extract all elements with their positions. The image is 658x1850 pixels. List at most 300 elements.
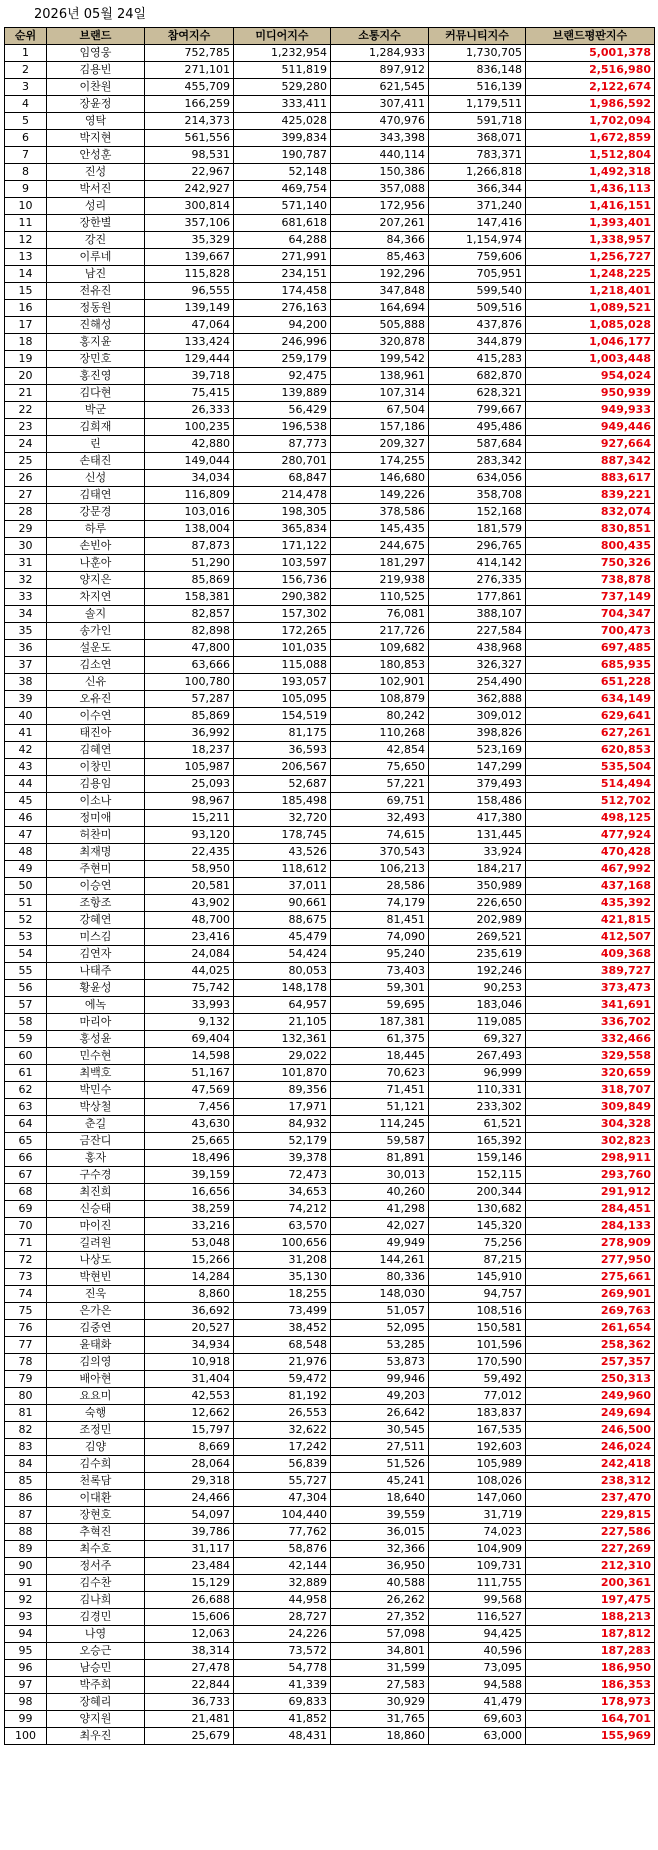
brand-cell: 김혜연 bbox=[47, 742, 145, 759]
table-row bbox=[5, 1660, 655, 1677]
community-cell: 94,757 bbox=[429, 1286, 526, 1303]
community-cell: 362,888 bbox=[429, 691, 526, 708]
brand-cell: 남진 bbox=[47, 266, 145, 283]
rank-cell: 33 bbox=[5, 589, 47, 606]
media-cell: 425,028 bbox=[234, 113, 331, 130]
reputation-total-cell: 1,248,225 bbox=[526, 266, 655, 283]
communication-cell: 59,587 bbox=[331, 1133, 429, 1150]
media-cell: 132,361 bbox=[234, 1031, 331, 1048]
table-row bbox=[5, 181, 655, 198]
table-row bbox=[5, 1473, 655, 1490]
table-row bbox=[5, 1626, 655, 1643]
table-row bbox=[5, 334, 655, 351]
media-cell: 41,339 bbox=[234, 1677, 331, 1694]
brand-cell: 마리아 bbox=[47, 1014, 145, 1031]
table-row bbox=[5, 623, 655, 640]
media-cell: 73,572 bbox=[234, 1643, 331, 1660]
media-cell: 52,687 bbox=[234, 776, 331, 793]
reputation-total-cell: 1,089,521 bbox=[526, 300, 655, 317]
community-cell: 170,590 bbox=[429, 1354, 526, 1371]
community-cell: 31,719 bbox=[429, 1507, 526, 1524]
rank-cell: 45 bbox=[5, 793, 47, 810]
media-cell: 105,095 bbox=[234, 691, 331, 708]
reputation-total-cell: 155,969 bbox=[526, 1728, 655, 1745]
media-cell: 64,957 bbox=[234, 997, 331, 1014]
community-cell: 379,493 bbox=[429, 776, 526, 793]
brand-cell: 정미애 bbox=[47, 810, 145, 827]
brand-cell: 강혜연 bbox=[47, 912, 145, 929]
brand-cell: 홍자 bbox=[47, 1150, 145, 1167]
rank-cell: 4 bbox=[5, 96, 47, 113]
brand-cell: 장윤정 bbox=[47, 96, 145, 113]
brand-reputation-table bbox=[4, 27, 655, 1745]
reputation-total-cell: 954,024 bbox=[526, 368, 655, 385]
community-cell: 587,684 bbox=[429, 436, 526, 453]
participation-cell: 33,993 bbox=[145, 997, 234, 1014]
rank-cell: 19 bbox=[5, 351, 47, 368]
rank-cell: 72 bbox=[5, 1252, 47, 1269]
table-row bbox=[5, 1150, 655, 1167]
communication-cell: 157,186 bbox=[331, 419, 429, 436]
participation-cell: 105,987 bbox=[145, 759, 234, 776]
participation-cell: 138,004 bbox=[145, 521, 234, 538]
media-cell: 681,618 bbox=[234, 215, 331, 232]
brand-cell: 조항조 bbox=[47, 895, 145, 912]
community-cell: 344,879 bbox=[429, 334, 526, 351]
rank-cell: 62 bbox=[5, 1082, 47, 1099]
reputation-total-cell: 1,256,727 bbox=[526, 249, 655, 266]
reputation-total-cell: 250,313 bbox=[526, 1371, 655, 1388]
reputation-total-cell: 246,024 bbox=[526, 1439, 655, 1456]
participation-cell: 22,435 bbox=[145, 844, 234, 861]
brand-cell: 김용빈 bbox=[47, 62, 145, 79]
participation-cell: 16,656 bbox=[145, 1184, 234, 1201]
rank-cell: 93 bbox=[5, 1609, 47, 1626]
community-cell: 202,989 bbox=[429, 912, 526, 929]
rank-cell: 42 bbox=[5, 742, 47, 759]
brand-cell: 신성 bbox=[47, 470, 145, 487]
rank-cell: 37 bbox=[5, 657, 47, 674]
communication-cell: 440,114 bbox=[331, 147, 429, 164]
media-cell: 171,122 bbox=[234, 538, 331, 555]
rank-cell: 61 bbox=[5, 1065, 47, 1082]
rank-cell: 18 bbox=[5, 334, 47, 351]
media-cell: 88,675 bbox=[234, 912, 331, 929]
media-cell: 156,736 bbox=[234, 572, 331, 589]
reputation-total-cell: 421,815 bbox=[526, 912, 655, 929]
brand-cell: 이대환 bbox=[47, 1490, 145, 1507]
table-row bbox=[5, 963, 655, 980]
rank-cell: 5 bbox=[5, 113, 47, 130]
communication-cell: 343,398 bbox=[331, 130, 429, 147]
media-cell: 52,179 bbox=[234, 1133, 331, 1150]
brand-cell: 금잔디 bbox=[47, 1133, 145, 1150]
reputation-total-cell: 309,849 bbox=[526, 1099, 655, 1116]
media-cell: 55,727 bbox=[234, 1473, 331, 1490]
rank-cell: 20 bbox=[5, 368, 47, 385]
reputation-total-cell: 261,654 bbox=[526, 1320, 655, 1337]
participation-cell: 47,800 bbox=[145, 640, 234, 657]
community-cell: 145,320 bbox=[429, 1218, 526, 1235]
reputation-total-cell: 269,763 bbox=[526, 1303, 655, 1320]
reputation-total-cell: 197,475 bbox=[526, 1592, 655, 1609]
rank-cell: 99 bbox=[5, 1711, 47, 1728]
communication-cell: 70,623 bbox=[331, 1065, 429, 1082]
communication-cell: 49,949 bbox=[331, 1235, 429, 1252]
reputation-total-cell: 178,973 bbox=[526, 1694, 655, 1711]
media-cell: 271,991 bbox=[234, 249, 331, 266]
media-cell: 56,839 bbox=[234, 1456, 331, 1473]
reputation-total-cell: 685,935 bbox=[526, 657, 655, 674]
table-row bbox=[5, 1133, 655, 1150]
brand-cell: 손태진 bbox=[47, 453, 145, 470]
reputation-total-cell: 470,428 bbox=[526, 844, 655, 861]
communication-cell: 31,765 bbox=[331, 1711, 429, 1728]
rank-cell: 92 bbox=[5, 1592, 47, 1609]
table-row bbox=[5, 946, 655, 963]
participation-cell: 44,025 bbox=[145, 963, 234, 980]
media-cell: 32,889 bbox=[234, 1575, 331, 1592]
rank-cell: 87 bbox=[5, 1507, 47, 1524]
reputation-total-cell: 839,221 bbox=[526, 487, 655, 504]
rank-cell: 90 bbox=[5, 1558, 47, 1575]
participation-cell: 31,117 bbox=[145, 1541, 234, 1558]
participation-cell: 12,063 bbox=[145, 1626, 234, 1643]
brand-cell: 김중연 bbox=[47, 1320, 145, 1337]
rank-cell: 47 bbox=[5, 827, 47, 844]
participation-cell: 139,667 bbox=[145, 249, 234, 266]
communication-cell: 28,586 bbox=[331, 878, 429, 895]
communication-cell: 219,938 bbox=[331, 572, 429, 589]
brand-cell: 조정민 bbox=[47, 1422, 145, 1439]
participation-cell: 20,527 bbox=[145, 1320, 234, 1337]
rank-cell: 100 bbox=[5, 1728, 47, 1745]
reputation-total-cell: 950,939 bbox=[526, 385, 655, 402]
community-cell: 145,910 bbox=[429, 1269, 526, 1286]
communication-cell: 31,599 bbox=[331, 1660, 429, 1677]
communication-cell: 42,854 bbox=[331, 742, 429, 759]
reputation-total-cell: 477,924 bbox=[526, 827, 655, 844]
media-cell: 290,382 bbox=[234, 589, 331, 606]
communication-cell: 39,559 bbox=[331, 1507, 429, 1524]
communication-cell: 357,088 bbox=[331, 181, 429, 198]
brand-cell: 최백호 bbox=[47, 1065, 145, 1082]
participation-cell: 85,869 bbox=[145, 572, 234, 589]
rank-cell: 73 bbox=[5, 1269, 47, 1286]
table-row bbox=[5, 283, 655, 300]
community-cell: 254,490 bbox=[429, 674, 526, 691]
brand-cell: 박군 bbox=[47, 402, 145, 419]
table-row bbox=[5, 640, 655, 657]
brand-cell: 남승민 bbox=[47, 1660, 145, 1677]
rank-cell: 31 bbox=[5, 555, 47, 572]
communication-cell: 320,878 bbox=[331, 334, 429, 351]
brand-cell: 에녹 bbox=[47, 997, 145, 1014]
table-row bbox=[5, 810, 655, 827]
community-cell: 836,148 bbox=[429, 62, 526, 79]
report-date: 2026년 05월 24일 bbox=[34, 7, 147, 22]
table-row bbox=[5, 79, 655, 96]
brand-cell: 황윤성 bbox=[47, 980, 145, 997]
table-row bbox=[5, 1371, 655, 1388]
table-row bbox=[5, 1609, 655, 1626]
participation-cell: 15,211 bbox=[145, 810, 234, 827]
brand-cell: 천록담 bbox=[47, 1473, 145, 1490]
reputation-total-cell: 437,168 bbox=[526, 878, 655, 895]
community-cell: 147,299 bbox=[429, 759, 526, 776]
participation-cell: 54,097 bbox=[145, 1507, 234, 1524]
table-row bbox=[5, 504, 655, 521]
rank-cell: 57 bbox=[5, 997, 47, 1014]
rank-cell: 74 bbox=[5, 1286, 47, 1303]
media-cell: 21,976 bbox=[234, 1354, 331, 1371]
communication-cell: 74,090 bbox=[331, 929, 429, 946]
brand-cell: 홍지윤 bbox=[47, 334, 145, 351]
table-row bbox=[5, 1643, 655, 1660]
communication-cell: 207,261 bbox=[331, 215, 429, 232]
community-cell: 415,283 bbox=[429, 351, 526, 368]
rank-cell: 3 bbox=[5, 79, 47, 96]
brand-cell: 손빈아 bbox=[47, 538, 145, 555]
brand-cell: 김소연 bbox=[47, 657, 145, 674]
community-cell: 87,215 bbox=[429, 1252, 526, 1269]
rank-cell: 13 bbox=[5, 249, 47, 266]
brand-cell: 김양 bbox=[47, 1439, 145, 1456]
brand-cell: 길려원 bbox=[47, 1235, 145, 1252]
table-row bbox=[5, 266, 655, 283]
reputation-total-cell: 1,085,028 bbox=[526, 317, 655, 334]
media-cell: 35,130 bbox=[234, 1269, 331, 1286]
participation-cell: 29,318 bbox=[145, 1473, 234, 1490]
reputation-total-cell: 320,659 bbox=[526, 1065, 655, 1082]
communication-cell: 49,203 bbox=[331, 1388, 429, 1405]
table-row bbox=[5, 1320, 655, 1337]
participation-cell: 27,478 bbox=[145, 1660, 234, 1677]
media-cell: 81,175 bbox=[234, 725, 331, 742]
brand-cell: 진성 bbox=[47, 164, 145, 181]
brand-cell: 설운도 bbox=[47, 640, 145, 657]
reputation-total-cell: 227,586 bbox=[526, 1524, 655, 1541]
community-cell: 371,240 bbox=[429, 198, 526, 215]
community-cell: 523,169 bbox=[429, 742, 526, 759]
community-cell: 495,486 bbox=[429, 419, 526, 436]
participation-cell: 25,679 bbox=[145, 1728, 234, 1745]
table-row bbox=[5, 1677, 655, 1694]
community-cell: 94,588 bbox=[429, 1677, 526, 1694]
media-cell: 54,424 bbox=[234, 946, 331, 963]
reputation-total-cell: 1,492,318 bbox=[526, 164, 655, 181]
reputation-total-cell: 336,702 bbox=[526, 1014, 655, 1031]
communication-cell: 57,098 bbox=[331, 1626, 429, 1643]
communication-cell: 30,013 bbox=[331, 1167, 429, 1184]
communication-cell: 69,751 bbox=[331, 793, 429, 810]
media-cell: 28,727 bbox=[234, 1609, 331, 1626]
brand-cell: 박상철 bbox=[47, 1099, 145, 1116]
communication-cell: 85,463 bbox=[331, 249, 429, 266]
media-cell: 59,472 bbox=[234, 1371, 331, 1388]
communication-cell: 99,946 bbox=[331, 1371, 429, 1388]
communication-cell: 52,095 bbox=[331, 1320, 429, 1337]
community-cell: 628,321 bbox=[429, 385, 526, 402]
header-rank: 순위 bbox=[5, 28, 47, 45]
brand-cell: 김용임 bbox=[47, 776, 145, 793]
participation-cell: 38,314 bbox=[145, 1643, 234, 1660]
table-row bbox=[5, 1405, 655, 1422]
media-cell: 17,971 bbox=[234, 1099, 331, 1116]
header-media-index: 미디어지수 bbox=[234, 28, 331, 45]
table-header-row bbox=[5, 28, 655, 45]
reputation-total-cell: 373,473 bbox=[526, 980, 655, 997]
participation-cell: 24,084 bbox=[145, 946, 234, 963]
table-row bbox=[5, 521, 655, 538]
rank-cell: 84 bbox=[5, 1456, 47, 1473]
communication-cell: 27,511 bbox=[331, 1439, 429, 1456]
community-cell: 59,492 bbox=[429, 1371, 526, 1388]
media-cell: 43,526 bbox=[234, 844, 331, 861]
participation-cell: 22,844 bbox=[145, 1677, 234, 1694]
table-row bbox=[5, 555, 655, 572]
community-cell: 158,486 bbox=[429, 793, 526, 810]
rank-cell: 91 bbox=[5, 1575, 47, 1592]
rank-cell: 49 bbox=[5, 861, 47, 878]
community-cell: 200,344 bbox=[429, 1184, 526, 1201]
media-cell: 190,787 bbox=[234, 147, 331, 164]
rank-cell: 9 bbox=[5, 181, 47, 198]
rank-cell: 78 bbox=[5, 1354, 47, 1371]
table-row bbox=[5, 538, 655, 555]
brand-cell: 김나희 bbox=[47, 1592, 145, 1609]
media-cell: 73,499 bbox=[234, 1303, 331, 1320]
community-cell: 94,425 bbox=[429, 1626, 526, 1643]
brand-cell: 김의영 bbox=[47, 1354, 145, 1371]
brand-cell: 전유진 bbox=[47, 283, 145, 300]
header-community-index: 커뮤니티지수 bbox=[429, 28, 526, 45]
participation-cell: 115,828 bbox=[145, 266, 234, 283]
reputation-total-cell: 2,122,674 bbox=[526, 79, 655, 96]
table-row bbox=[5, 997, 655, 1014]
reputation-total-cell: 2,516,980 bbox=[526, 62, 655, 79]
media-cell: 48,431 bbox=[234, 1728, 331, 1745]
brand-cell: 김태연 bbox=[47, 487, 145, 504]
communication-cell: 42,027 bbox=[331, 1218, 429, 1235]
communication-cell: 181,297 bbox=[331, 555, 429, 572]
participation-cell: 36,692 bbox=[145, 1303, 234, 1320]
participation-cell: 82,857 bbox=[145, 606, 234, 623]
communication-cell: 26,642 bbox=[331, 1405, 429, 1422]
table-row bbox=[5, 1099, 655, 1116]
table-row bbox=[5, 1184, 655, 1201]
community-cell: 101,596 bbox=[429, 1337, 526, 1354]
brand-cell: 주현미 bbox=[47, 861, 145, 878]
brand-cell: 장한별 bbox=[47, 215, 145, 232]
reputation-total-cell: 298,911 bbox=[526, 1150, 655, 1167]
reputation-total-cell: 535,504 bbox=[526, 759, 655, 776]
reputation-total-cell: 291,912 bbox=[526, 1184, 655, 1201]
communication-cell: 36,950 bbox=[331, 1558, 429, 1575]
communication-cell: 40,588 bbox=[331, 1575, 429, 1592]
rank-cell: 77 bbox=[5, 1337, 47, 1354]
reputation-total-cell: 704,347 bbox=[526, 606, 655, 623]
rank-cell: 85 bbox=[5, 1473, 47, 1490]
media-cell: 87,773 bbox=[234, 436, 331, 453]
rank-cell: 79 bbox=[5, 1371, 47, 1388]
communication-cell: 27,583 bbox=[331, 1677, 429, 1694]
rank-cell: 15 bbox=[5, 283, 47, 300]
participation-cell: 75,415 bbox=[145, 385, 234, 402]
participation-cell: 43,902 bbox=[145, 895, 234, 912]
rank-cell: 22 bbox=[5, 402, 47, 419]
table-row bbox=[5, 691, 655, 708]
brand-cell: 장현호 bbox=[47, 1507, 145, 1524]
brand-cell: 김희재 bbox=[47, 419, 145, 436]
community-cell: 269,521 bbox=[429, 929, 526, 946]
reputation-total-cell: 246,500 bbox=[526, 1422, 655, 1439]
communication-cell: 59,695 bbox=[331, 997, 429, 1014]
brand-cell: 장민호 bbox=[47, 351, 145, 368]
rank-cell: 88 bbox=[5, 1524, 47, 1541]
community-cell: 104,909 bbox=[429, 1541, 526, 1558]
media-cell: 34,653 bbox=[234, 1184, 331, 1201]
participation-cell: 18,496 bbox=[145, 1150, 234, 1167]
communication-cell: 187,381 bbox=[331, 1014, 429, 1031]
communication-cell: 370,543 bbox=[331, 844, 429, 861]
brand-cell: 안성훈 bbox=[47, 147, 145, 164]
participation-cell: 26,333 bbox=[145, 402, 234, 419]
participation-cell: 18,237 bbox=[145, 742, 234, 759]
participation-cell: 34,034 bbox=[145, 470, 234, 487]
reputation-total-cell: 249,694 bbox=[526, 1405, 655, 1422]
reputation-total-cell: 1,338,957 bbox=[526, 232, 655, 249]
table-row bbox=[5, 606, 655, 623]
reputation-total-cell: 238,312 bbox=[526, 1473, 655, 1490]
participation-cell: 7,456 bbox=[145, 1099, 234, 1116]
reputation-total-cell: 830,851 bbox=[526, 521, 655, 538]
rank-cell: 38 bbox=[5, 674, 47, 691]
table-row bbox=[5, 419, 655, 436]
rank-cell: 65 bbox=[5, 1133, 47, 1150]
communication-cell: 217,726 bbox=[331, 623, 429, 640]
media-cell: 172,265 bbox=[234, 623, 331, 640]
table-row bbox=[5, 1048, 655, 1065]
rank-cell: 71 bbox=[5, 1235, 47, 1252]
reputation-total-cell: 242,418 bbox=[526, 1456, 655, 1473]
communication-cell: 81,891 bbox=[331, 1150, 429, 1167]
participation-cell: 42,553 bbox=[145, 1388, 234, 1405]
rank-cell: 58 bbox=[5, 1014, 47, 1031]
media-cell: 92,475 bbox=[234, 368, 331, 385]
media-cell: 32,720 bbox=[234, 810, 331, 827]
participation-cell: 48,700 bbox=[145, 912, 234, 929]
media-cell: 80,053 bbox=[234, 963, 331, 980]
participation-cell: 34,934 bbox=[145, 1337, 234, 1354]
rank-cell: 32 bbox=[5, 572, 47, 589]
participation-cell: 133,424 bbox=[145, 334, 234, 351]
community-cell: 634,056 bbox=[429, 470, 526, 487]
reputation-total-cell: 467,992 bbox=[526, 861, 655, 878]
brand-cell: 린 bbox=[47, 436, 145, 453]
table-row bbox=[5, 1218, 655, 1235]
community-cell: 438,968 bbox=[429, 640, 526, 657]
brand-cell: 최재명 bbox=[47, 844, 145, 861]
communication-cell: 80,336 bbox=[331, 1269, 429, 1286]
table-row bbox=[5, 1286, 655, 1303]
media-cell: 115,088 bbox=[234, 657, 331, 674]
brand-cell: 김수찬 bbox=[47, 1575, 145, 1592]
communication-cell: 51,526 bbox=[331, 1456, 429, 1473]
communication-cell: 109,682 bbox=[331, 640, 429, 657]
communication-cell: 114,245 bbox=[331, 1116, 429, 1133]
table-row bbox=[5, 1065, 655, 1082]
